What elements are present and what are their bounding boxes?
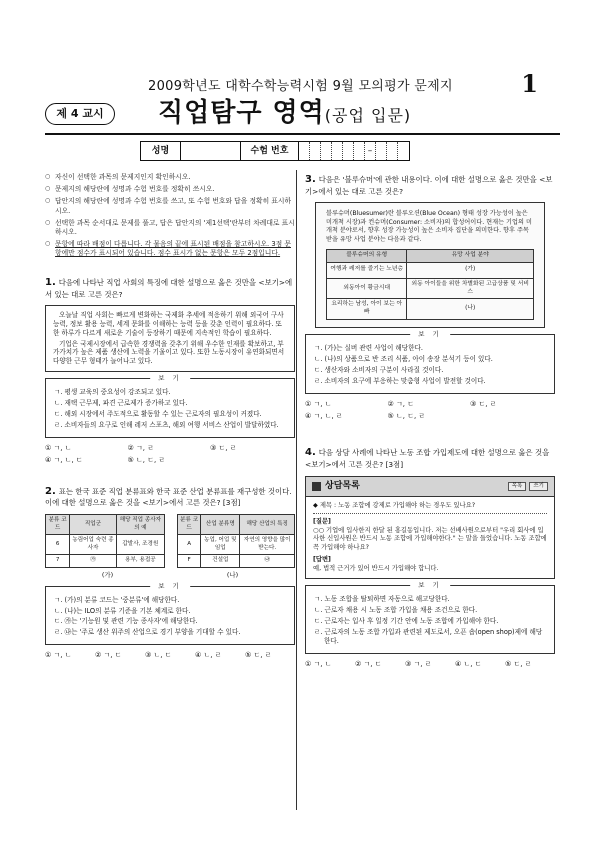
exam-number-digit[interactable]	[354, 142, 365, 160]
table-cell: ㉮	[70, 555, 117, 568]
bogi-item: ㄱ. 노동 조합을 탈퇴하면 자동으로 해고당한다.	[314, 595, 450, 604]
table-cell: 자연의 영향을 많이 받는다.	[240, 535, 295, 555]
notice-list	[45, 173, 295, 258]
question-stem	[45, 485, 295, 508]
exam-number-digit[interactable]	[376, 142, 387, 160]
exam-number-digit[interactable]	[343, 142, 354, 160]
table-cell: 6	[46, 535, 70, 555]
table-header: 블루슈머의 유형	[327, 249, 407, 262]
choice-4[interactable]: ④ ㄴ, ㄷ	[455, 659, 482, 668]
exam-number-dash: –	[365, 142, 376, 160]
choice-3[interactable]: ③ ㄴ, ㄷ	[145, 651, 172, 660]
subject-title	[158, 96, 411, 131]
board-buttons	[508, 482, 548, 491]
table-cell: ㉯	[240, 555, 295, 568]
table-row	[178, 555, 295, 568]
table-cell: 요리하는 남성, 아이 보는 아빠	[327, 299, 407, 320]
exam-number-digit[interactable]	[299, 142, 310, 160]
choice-4[interactable]: ④ ㄴ, ㄹ	[195, 651, 222, 660]
question-4	[305, 446, 555, 672]
bogi-label: 보 기	[410, 581, 450, 590]
choice-1[interactable]: ① ㄱ, ㄴ	[305, 659, 332, 668]
name-field[interactable]	[181, 142, 241, 160]
table-cell: 외동아이 황금시대	[327, 278, 407, 299]
table-header: 산업 분류명	[201, 515, 240, 535]
table-row	[327, 262, 534, 278]
table-cell: (나)	[407, 299, 534, 320]
answer-heading: [답변]	[313, 556, 331, 564]
question-text: 다음 상담 사례에 나타난 노동 조합 가입제도에 대한 설명으로 옳은 것을 <보기>에서 고른 것은? [3점]	[305, 448, 550, 469]
notice-item: ○ 선택한 과목 순서대로 문제를 풀고, 답은 답안지의 '제1선택'란부터 차례대로 표시하시오.	[45, 219, 295, 237]
right-column	[305, 173, 555, 684]
question-heading: [질문]	[313, 518, 331, 526]
question-body: ○○ 기업에 입사한지 한달 된 홍길동입니다. 저는 선배사원으로부터 "우리 회사에 입사한 신입사원은 반드시 노동 조합에 가입해야한다." 는 말을 들었습니다. 노동 조합에 꼭 가입해야 하나요?	[313, 526, 547, 551]
exam-number-digit[interactable]	[310, 142, 321, 160]
table-cell: 건설업	[201, 555, 240, 568]
question-2	[45, 485, 295, 664]
question-3	[305, 173, 555, 424]
bogi-box	[305, 581, 555, 653]
question-text: 표는 한국 표준 직업 분류표와 한국 표준 산업 분류표를 재구성한 것이다. 이에 대한 설명으로 옳은 것을 <보기>에서 고른 것은? [3점]	[45, 486, 292, 508]
post-answer	[313, 556, 547, 573]
table-cell: 용부, 용접공	[116, 555, 164, 568]
choice-3[interactable]: ③ ㄷ, ㄹ	[210, 443, 237, 452]
question-text: 다음에 나타난 직업 사회의 특징에 대한 설명으로 옳은 것만을 <보기>에서 있는 대로 고른 것은?	[45, 278, 293, 299]
choice-1[interactable]: ① ㄱ, ㄴ	[305, 399, 332, 408]
choice-1[interactable]: ① ㄱ, ㄴ	[45, 443, 72, 452]
choice-2[interactable]: ② ㄱ, ㄷ	[95, 651, 122, 660]
header-rule	[45, 133, 560, 135]
notice-item: ○ 답안지의 해당란에 성명과 수험 번호를 쓰고, 또 수험 번호와 답을 정확히 표시하시오.	[45, 197, 295, 215]
passage-paragraph: 오늘날 직업 사회는 빠르게 변화하는 국제화 추세에 적응하기 위해 외국어 구사 능력, 정보 활용 능력, 세계 문화를 이해하는 능력 등을 갖춘 인력이 필요하다. 또한 하루가 다르게 새로운 기술이 등장하기 때문에 지속적인 학습이 필요하다.	[53, 310, 284, 337]
table-cell: A	[178, 535, 201, 555]
question-1	[45, 276, 295, 468]
post-subject: ◆ 제목 : 노동 조합에 강제로 가입해야 하는 경우도 있나요?	[313, 502, 547, 515]
bogi-item: ㄴ. (나)는 ILO의 분류 기준을 기본 체계로 한다.	[54, 606, 191, 615]
bogi-box	[305, 329, 555, 394]
counsel-board-header	[306, 477, 554, 497]
page-number: 1	[521, 69, 538, 98]
answer-choices	[45, 444, 295, 469]
candidate-id-row	[140, 141, 410, 161]
answer-body: 예, 법적 근거가 있어 반드시 가입해야 합니다.	[313, 564, 439, 572]
table-cell: 외동 아이들을 위한 차별화된 고급상품 및 서비스	[407, 278, 534, 299]
bogi-item: ㄱ. 평생 교육의 중요성이 강조되고 있다.	[54, 388, 171, 397]
choice-3[interactable]: ③ ㄱ, ㄹ	[405, 659, 432, 668]
notice-item: ○ 문제지의 해당란에 성명과 수험 번호를 정확히 쓰시오.	[45, 185, 295, 194]
bogi-item: ㄴ. (나)의 상품으로 반 조리 식품, 아이 송장 분석기 등이 있다.	[314, 354, 493, 363]
exam-number-digit[interactable]	[387, 142, 398, 160]
bogi-item: ㄴ. 근로자 채용 시 노동 조합 가입을 채용 조건으로 한다.	[314, 606, 478, 615]
question-number: 2.	[45, 485, 56, 497]
bogi-item: ㄹ. ㉯는 '주로 생산 위주의 산업으로 경기 부양을 기대할 수 있다.	[54, 628, 241, 637]
exam-number-digit[interactable]	[332, 142, 343, 160]
table-row	[46, 535, 165, 555]
exam-number-digit[interactable]	[321, 142, 332, 160]
table-row	[327, 299, 534, 320]
bogi-item: ㄱ. (가)의 분류 코드는 '중분류'에 해당한다.	[54, 595, 180, 604]
choice-4[interactable]: ④ ㄱ, ㄴ, ㄹ	[305, 411, 343, 420]
write-button[interactable]: 쓰기	[529, 482, 548, 491]
post-question	[313, 518, 547, 552]
subject-subtitle: (공업 입문)	[324, 106, 412, 125]
choice-5[interactable]: ⑤ ㄷ, ㄹ	[245, 651, 272, 660]
exam-number-digit[interactable]	[398, 142, 409, 160]
inset-text: 블루슈머(Bluesumer)란 블루오션(Blue Ocean) 형태 성장 가능성이 높은 미개척 시장)과 컨슈머(Consumer: 소비자)의 합성어이다. 현재는 기업의 미개척 분야로서, 향후 성장 가능성이 높은 소비자 집단을 의미한다. 향후 주목받을 유망 사업 분야는 다음과 같다.	[326, 210, 532, 243]
bogi-item: ㄹ. 근로자의 노동 조합 가입과 관련된 제도로서, 오픈 숍(open shop)제에 해당한다.	[314, 628, 543, 645]
choice-2[interactable]: ② ㄱ, ㄹ	[127, 443, 154, 452]
table-captions	[45, 571, 295, 580]
question-stem	[45, 276, 295, 299]
subject-name: 직업탐구 영역	[158, 98, 325, 128]
question-number: 1.	[45, 277, 56, 289]
question-stem	[305, 446, 555, 469]
table-header: 해당 직업 종사자의 예	[116, 515, 164, 535]
passage-box	[45, 305, 295, 372]
choice-2[interactable]: ② ㄱ, ㄷ	[387, 399, 414, 408]
choice-4[interactable]: ④ ㄱ, ㄴ, ㄷ	[45, 456, 83, 465]
list-button[interactable]: 목록	[508, 482, 527, 491]
choice-5[interactable]: ⑤ ㄴ, ㄷ, ㄹ	[127, 456, 166, 465]
bogi-label: 보 기	[410, 330, 450, 339]
board-icon	[312, 482, 321, 491]
question-stem	[305, 173, 555, 196]
bogi-label: 보 기	[150, 374, 190, 383]
exam-title: 2009학년도 대학수학능력시험 9월 모의평가 문제지	[148, 79, 453, 94]
question-text: 다음은 '블루슈머'에 관한 내용이다. 이에 대한 설명으로 옳은 것만을 <보기>에서 있는 대로 고른 것은?	[305, 175, 553, 196]
notice-item: ○ 문항에 따라 배점이 다릅니다. 각 물음의 끝에 표시된 배점을 참고하시오. 3점 문항에만 점수가 표시되어 있습니다. 점수 표시가 없는 문항은 모두 2점입니다.	[45, 240, 295, 258]
table-cell: 농림어업 숙련 종사자	[70, 535, 117, 555]
bogi-item: ㄷ. 해외 시장에서 주도적으로 활동할 수 있는 근로자의 필요성이 커졌다.	[54, 409, 262, 418]
table-row	[178, 535, 295, 555]
answer-choices	[305, 660, 555, 672]
bogi-label: 보 기	[150, 582, 190, 591]
passage-paragraph: 기업은 국제시장에서 급속한 경쟁력을 갖추기 위해 우수한 인재를 확보하고, 부가가치가 높은 제품 생산에 노력을 기울이고 있다. 또한 노동시장이 유연화되면서 다양한 근무 형태가 늘어나고 있다.	[53, 339, 285, 366]
column-divider	[296, 170, 297, 810]
choice-5[interactable]: ⑤ ㄷ, ㄹ	[505, 659, 532, 668]
bogi-item: ㄹ. 소비자들의 요구로 인해 레저 스포츠, 해외 여행 서비스 산업이 발달하였다.	[54, 420, 279, 429]
table-cell: 농업, 어업 및 임업	[201, 535, 240, 555]
table-row	[327, 278, 534, 299]
table-header: 직업군	[70, 515, 117, 535]
bogi-item: ㄷ. 생산자와 소비자의 구분이 사라질 것이다.	[314, 365, 444, 374]
counsel-board-title	[312, 480, 360, 492]
counsel-post	[306, 497, 554, 579]
table-caption: (가)	[101, 570, 114, 579]
bluesumer-inset	[315, 202, 545, 328]
bogi-box	[45, 581, 295, 646]
bluesumer-table	[326, 249, 534, 320]
industry-classification-table	[177, 514, 295, 568]
exam-number-label: 수험 번호	[241, 142, 299, 160]
counsel-board	[305, 476, 555, 580]
table-header: 유망 사업 분야	[407, 249, 534, 262]
table-cell: (가)	[407, 262, 534, 278]
job-classification-table	[45, 514, 165, 568]
table-cell: 7	[46, 555, 70, 568]
answer-choices	[305, 400, 555, 425]
period-badge: 제 4 교시	[45, 103, 115, 125]
bogi-item: ㄷ. ㉮는 '기능원 및 관련 기능 종사자'에 해당한다.	[54, 617, 198, 626]
left-column	[45, 173, 295, 676]
table-cell: F	[178, 555, 201, 568]
bogi-item: ㄴ. 재택 근무제, 파견 근로제가 증가하고 있다.	[54, 399, 188, 408]
table-caption: (나)	[226, 570, 239, 579]
notice-item: ○ 자신이 선택한 과목의 문제지인지 확인하시오.	[45, 173, 295, 182]
choice-5[interactable]: ⑤ ㄴ, ㄷ, ㄹ	[387, 411, 426, 420]
board-title-text: 상담목록	[325, 481, 360, 492]
classification-tables	[45, 514, 295, 568]
answer-choices	[45, 651, 295, 663]
choice-3[interactable]: ③ ㄷ, ㄹ	[470, 399, 497, 408]
bogi-item: ㄹ. 소비자의 요구에 부응하는 맞춤형 사업이 발전할 것이다.	[314, 376, 486, 385]
name-label: 성명	[141, 142, 181, 160]
question-number: 4.	[305, 447, 316, 459]
question-number: 3.	[305, 174, 316, 185]
bogi-item: ㄱ. (가)는 실버 관련 사업이 해당한다.	[314, 343, 423, 352]
table-cell: 여행과 레저를 즐기는 노년층	[327, 262, 407, 278]
table-header: 분류 코드	[46, 515, 70, 535]
table-row	[46, 555, 165, 568]
table-header: 분류 코드	[178, 515, 201, 535]
table-header: 해당 산업의 특징	[240, 515, 295, 535]
choice-1[interactable]: ① ㄱ, ㄴ	[45, 651, 72, 660]
bogi-box	[45, 374, 295, 438]
choice-2[interactable]: ② ㄱ, ㄷ	[355, 659, 382, 668]
table-cell: 갑발사, 조경원	[116, 535, 164, 555]
bogi-item: ㄷ. 근로자는 입사 후 일정 기간 안에 노동 조합에 가입해야 한다.	[314, 617, 499, 626]
